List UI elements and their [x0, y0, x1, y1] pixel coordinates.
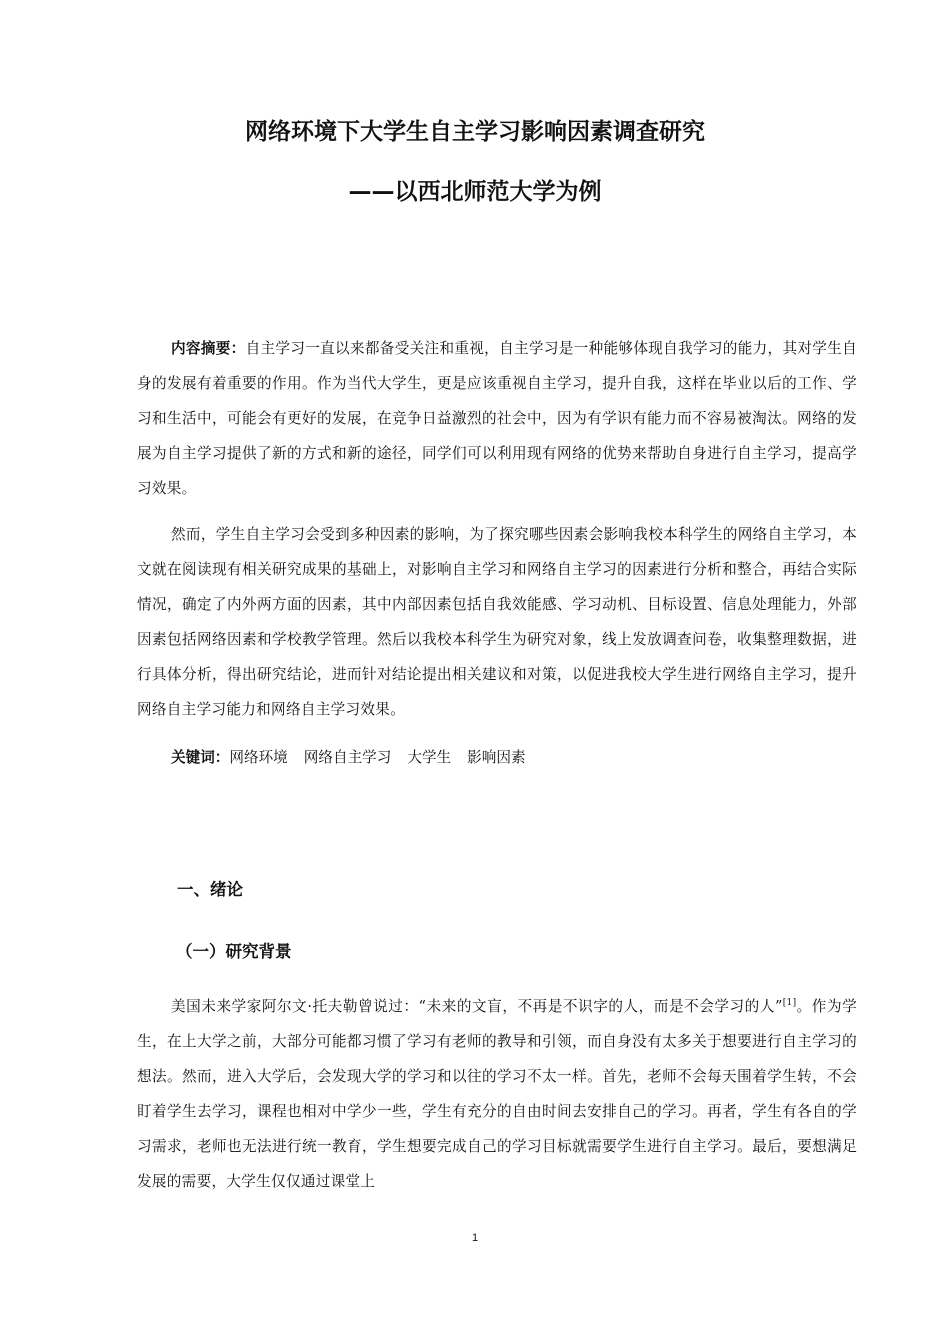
body-paragraph — [137, 989, 857, 1199]
keyword-item: 网络环境 — [229, 749, 288, 766]
document-title: 网络环境下大学生自主学习影响因素调查研究 — [245, 119, 705, 145]
abstract-paragraph-2: 然而，学生自主学习会受到多种因素的影响，为了探究哪些因素会影响我校本科学生的网络自主学习，本文就在阅读现有相关研究成果的基础上，对影响自主学习和网络自主学习的因素进行分析和整合，再结合实际情况，确定了内外两方面的因素，其中内部因素包括自我效能感、学习动机、目标设置、信息处理能力，外部因素包括网络因素和学校教学管理。然后以我校本科学生为研究对象，线上发放调查问卷，收集整理数据，进行具体分析，得出研究结论，进而针对结论提出相关建议和对策，以促进我校大学生进行网络自主学习，提升网络自主学习能力和网络自主学习效果。 — [137, 526, 857, 718]
page-number: 1 — [471, 1232, 479, 1244]
abstract-text-1: 自主学习一直以来都备受关注和重视，自主学习是一种能够体现自我学习的能力，其对学生自身的发展有着重要的作用。作为当代大学生，更是应该重视自主学习，提升自我，这样在毕业以后的工作、学习和生活中，可能会有更好的发展，在竞争日益激烈的社会中，因为有学识有能力而不容易被淘汰。网络的发展为自主学习提供了新的方式和新的途径，同学们可以利用现有网络的优势来帮助自身进行自主学习，提高学习效果。 — [137, 340, 857, 497]
abstract-label: 内容摘要： — [171, 340, 246, 357]
section-heading: 一、绪论 — [177, 880, 243, 899]
keyword-item: 大学生 — [407, 749, 452, 766]
keywords-label: 关键词： — [171, 749, 230, 766]
body-text-2: 。作为学生，在上大学之前，大部分可能都习惯了学习有老师的教导和引领，而自身没有太多关于想要进行自主学习的想法。然而，进入大学后，会发现大学的学习和以往的学习不太一样。首先，老师不会每天围着学生转，不会盯着学生去学习，课程也相对中学少一些，学生有充分的自由时间去安排自己的学习。再者，学生有各自的学习需求，老师也无法进行统一教育，学生想要完成自己的学习目标就需要学生进行自主学习。最后，要想满足发展的需要，大学生仅仅通过课堂上 — [137, 998, 857, 1190]
body-text-1: 美国未来学家阿尔文·托夫勒曾说过：“未来的文盲，不再是不识字的人，而是不会学习的人” — [171, 998, 783, 1015]
document-subtitle: ——以西北师范大学为例 — [348, 179, 602, 205]
keyword-item: 网络自主学习 — [303, 749, 392, 766]
subsection-heading: （一）研究背景 — [176, 942, 292, 961]
citation-ref[interactable]: [1] — [782, 998, 797, 1008]
keywords-line — [171, 740, 542, 775]
abstract-paragraph-1 — [137, 331, 857, 506]
keyword-item: 影响因素 — [467, 749, 526, 766]
